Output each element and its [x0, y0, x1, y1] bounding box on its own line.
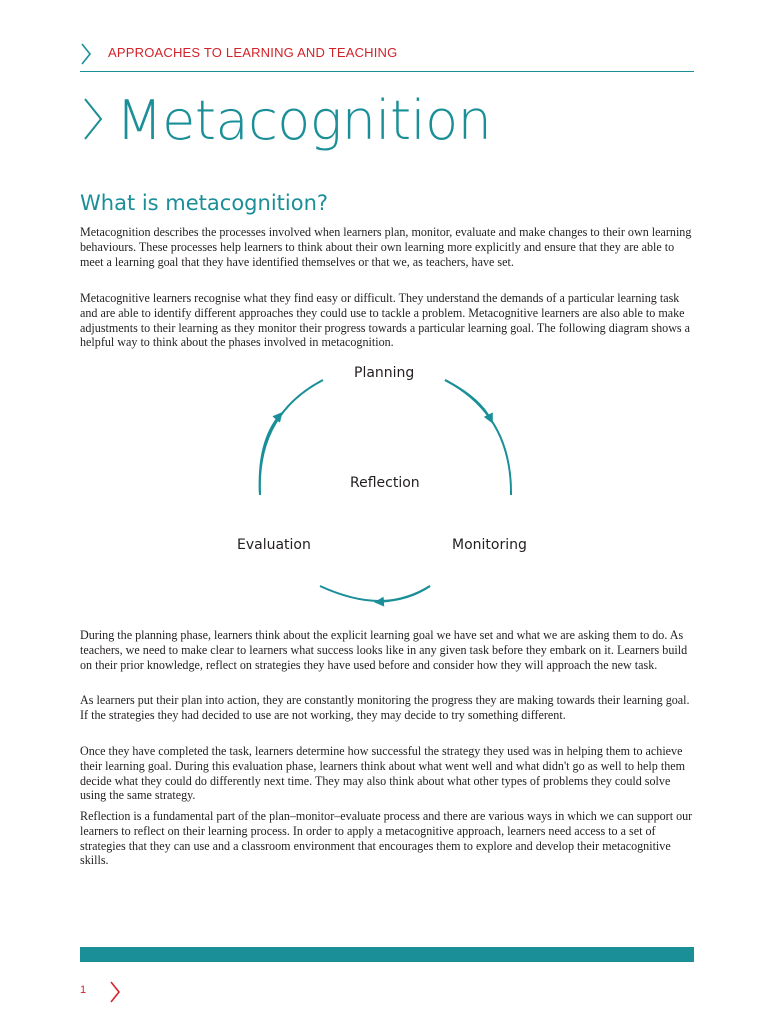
footer-bar: [80, 947, 694, 962]
arrow-planning-to-monitoring: [445, 380, 511, 495]
intro-paragraph-2: Metacognitive learners recognise what they find easy or difficult. They understand the demands of a particular learning task and are able to identify different approaches they could use to tackle a problem. Metacognitive learners are also able to make adjustments to their learning as they monitor their progress towards a particular learning goal. The following diagram shows a helpful way to think about the phases involved in metacognition.: [80, 291, 691, 350]
diagram-label-planning: Planning: [354, 365, 415, 381]
diagram-label-evaluation: Evaluation: [237, 537, 311, 553]
body-paragraph-monitoring: As learners put their plan into action, they are constantly monitoring the progress they are making towards their learning goal. If the strategies they had decided to use are not working, they may decide to try something different.: [80, 693, 690, 722]
diagram-label-monitoring: Monitoring: [452, 537, 527, 553]
section-heading: What is metacognition?: [80, 191, 329, 215]
body-paragraph-evaluation: Once they have completed the task, learners determine how successful the strategy they used was in helping them to achieve their learning goal. During this evaluation phase, learners think about what went well and what didn't go as well to help them decide what they could do differently next time. They may also think about what other types of problems they could solve using the same strategy.: [80, 744, 686, 803]
arrow-evaluation-to-planning: [260, 380, 323, 495]
title-chevron-right-icon: [82, 96, 104, 142]
page-number: 1: [80, 984, 87, 996]
header-divider: [80, 71, 694, 72]
body-paragraph-planning: During the planning phase, learners think about the explicit learning goal we have set and what we are asking them to do. As teachers, we need to make clear to learners what success looks like in any given task before they embark on it. Learners build on their prior knowledge, reflect on strategies they have used before and consider how they will approach the new task.: [80, 628, 688, 672]
intro-paragraph-1: Metacognition describes the processes involved when learners plan, monitor, evaluate and make changes to their own learning behaviours. These processes help learners to think about their own learning more explicitly and ensure that they are able to meet a learning goal that they have identified themselves or that we, as teachers, have set.: [80, 225, 692, 269]
header-chevron-right-icon: [80, 42, 92, 66]
body-paragraph-reflection: Reflection is a fundamental part of the plan–monitor–evaluate process and there are various ways in which we can support our learners to reflect on their learning process. In order to apply a metacognitive approach, learners need access to a set of strategies that they can use and a classroom environment that encourages them to explore and develop their metacognitive skills.: [80, 809, 693, 868]
section-header-label: APPROACHES TO LEARNING AND TEACHING: [108, 45, 398, 60]
diagram-label-reflection: Reflection: [350, 475, 420, 491]
footer-chevron-right-icon: [108, 980, 122, 1004]
page-title: Metacognition: [116, 89, 492, 152]
